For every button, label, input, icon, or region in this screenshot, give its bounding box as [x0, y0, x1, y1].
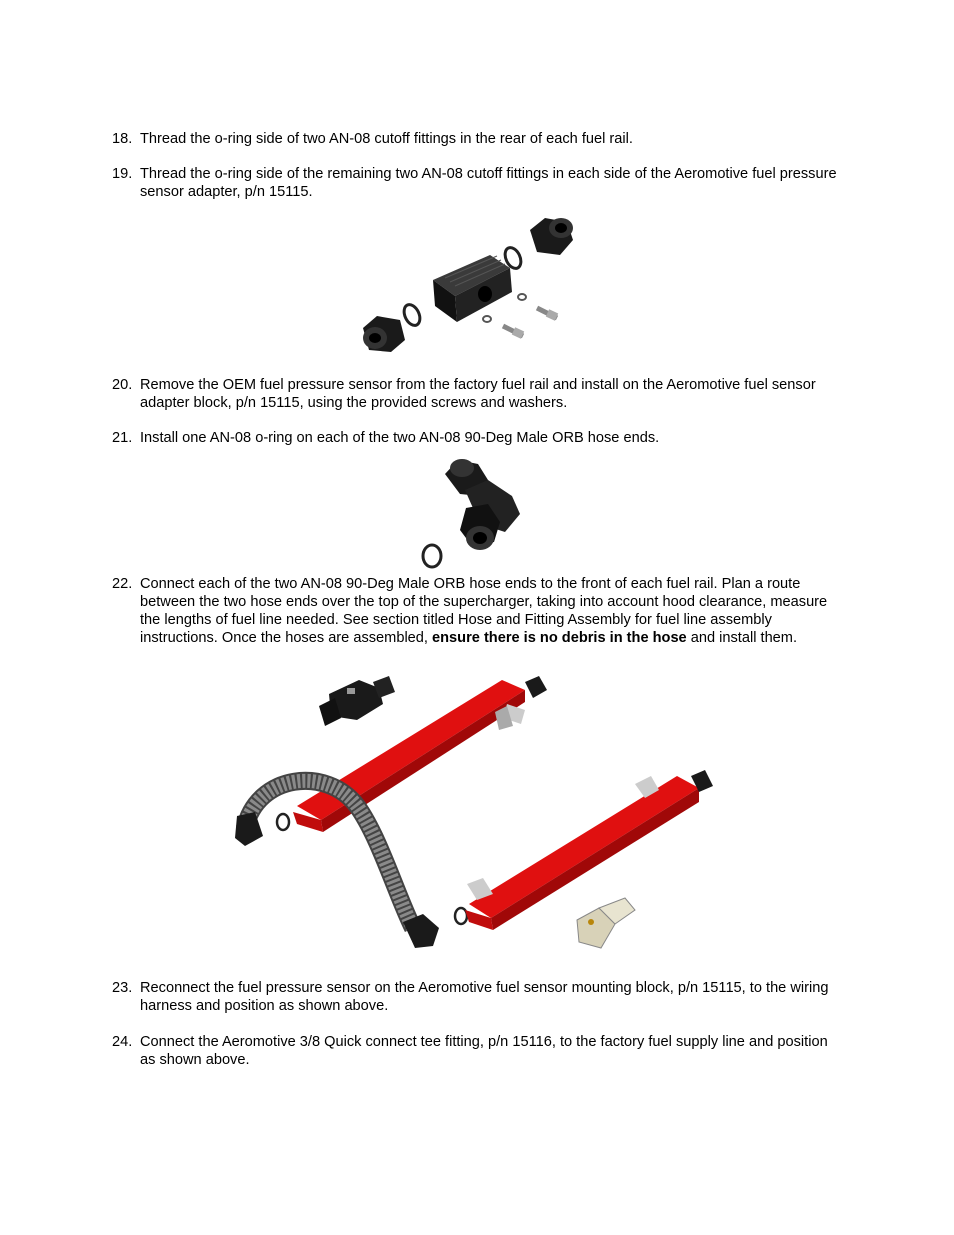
washer	[483, 316, 491, 322]
step-number: 18.	[112, 131, 133, 147]
emphasis-text: ensure there is no debris in the hose	[432, 630, 687, 646]
o-ring	[277, 814, 289, 830]
step-23	[112, 979, 837, 1015]
step-24	[112, 1033, 837, 1069]
hose-end-oring-figure	[370, 446, 585, 572]
cutoff-fitting	[525, 676, 547, 698]
step-22	[112, 575, 837, 647]
step-19	[112, 165, 837, 201]
fuel-rail-bottom	[465, 770, 713, 930]
step-20	[112, 376, 837, 412]
step-number: 21.	[112, 430, 133, 446]
step-number: 19.	[112, 166, 133, 182]
quick-connect-tee-fitting	[577, 898, 635, 948]
hose-end-left	[235, 812, 263, 846]
step-text: Connect each of the two AN-08 90-Deg Male ORB hose ends to the front of each fuel rail. Plan a route between the two hose ends over the top of the supercharger, taking into account hood clearance, measure the lengths of fuel line needed. See section titled Hose and Fitting Assembly for fuel line assembly instructions. Once the hoses are assembled, ensure there is no debris in the hose and install them.	[140, 576, 828, 646]
step-text: Thread the o-ring side of two AN-08 cutoff fittings in the rear of each fuel rail.	[140, 131, 633, 147]
screw	[537, 308, 558, 321]
sensor-adapter-block	[433, 255, 512, 322]
an08-cutoff-fitting-left	[363, 316, 405, 352]
step-number: 23.	[112, 980, 133, 996]
step-number: 22.	[112, 576, 133, 592]
screw	[503, 326, 524, 339]
o-ring-left	[401, 302, 423, 328]
step-text: Install one AN-08 o-ring on each of the two AN-08 90-Deg Male ORB hose ends.	[140, 430, 660, 446]
an08-cutoff-fitting-right	[530, 218, 573, 255]
step-text: Reconnect the fuel pressure sensor on the Aeromotive fuel sensor mounting block, p/n 15115, to the wiring harness and position as shown above.	[140, 980, 829, 1014]
step-21	[112, 429, 837, 447]
step-number: 24.	[112, 1034, 133, 1050]
an08-90deg-hose-end	[445, 459, 520, 550]
step-18	[112, 130, 837, 148]
sensor-adapter-exploded-figure	[305, 200, 650, 370]
washer	[518, 294, 526, 300]
step-text: Connect the Aeromotive 3/8 Quick connect tee fitting, p/n 15116, to the factory fuel supply line and position as shown above.	[140, 1034, 828, 1068]
step-text: Remove the OEM fuel pressure sensor from the factory fuel rail and install on the Aeromotive fuel sensor adapter block, p/n 15115, using the provided screws and washers.	[140, 377, 816, 411]
step-text: Thread the o-ring side of the remaining two AN-08 cutoff fittings in each side of the Aeromotive fuel pressure sensor adapter, p/n 15115.	[140, 166, 837, 200]
fuel-rail-assembly-figure	[207, 666, 747, 971]
o-ring	[423, 545, 441, 567]
sensor-adapter-assembled	[319, 676, 395, 726]
step-number: 20.	[112, 377, 133, 393]
